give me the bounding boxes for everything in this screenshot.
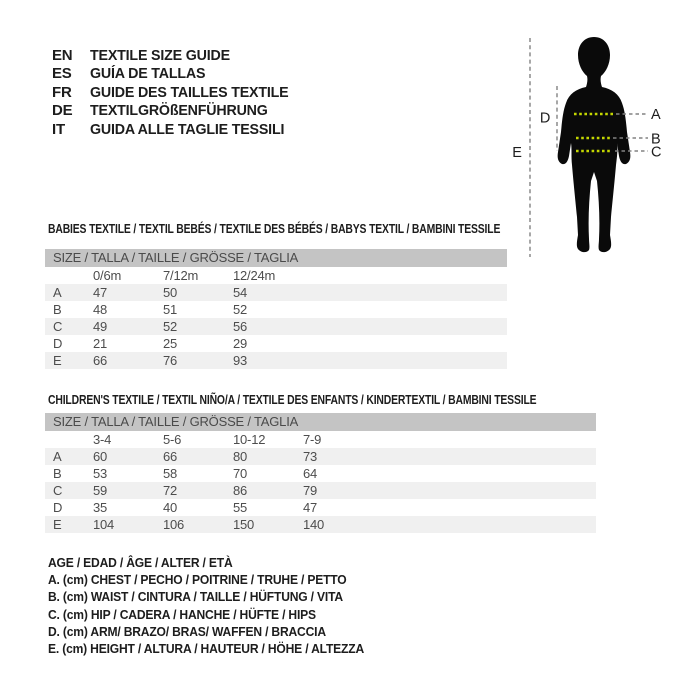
legend-item-arm: D. (cm) ARM/ BRAZO/ BRAS/ WAFFEN / BRACCIA xyxy=(48,623,326,639)
children-size-table xyxy=(45,413,596,533)
cell-value: 64 xyxy=(303,466,318,481)
diagram-label-d: D xyxy=(539,110,551,127)
cell-value: 53 xyxy=(93,466,108,481)
row-label: C xyxy=(53,483,63,498)
cell-value: 73 xyxy=(303,449,318,464)
legend-age-line: AGE / EDAD / ÂGE / ALTER / ETÀ xyxy=(48,555,233,570)
cell-value: 29 xyxy=(233,336,248,351)
row-label: A xyxy=(53,285,62,300)
cell-value: 56 xyxy=(233,319,248,334)
cell-value: 140 xyxy=(303,517,325,532)
language-row xyxy=(52,102,299,121)
row-label: D xyxy=(53,500,63,515)
row-label: E xyxy=(53,353,62,368)
children-age-row xyxy=(45,431,596,448)
child-silhouette-icon xyxy=(558,37,631,252)
cell-value: 79 xyxy=(303,483,318,498)
age-column: 3-4 xyxy=(93,432,112,447)
language-row xyxy=(52,83,299,102)
age-row-spacer xyxy=(45,267,93,284)
cell-value: 35 xyxy=(93,500,108,515)
cell-value: 51 xyxy=(163,302,178,317)
cell-value: 66 xyxy=(163,449,178,464)
cell-value: 150 xyxy=(233,517,255,532)
children-section-heading: CHILDREN'S TEXTILE / TEXTIL NIÑO/A / TEXTILE DES ENFANTS / KINDERTEXTIL / BAMBINI TESSILE xyxy=(48,392,537,407)
row-label: E xyxy=(53,517,62,532)
cell-value: 93 xyxy=(233,353,248,368)
language-code: DE xyxy=(52,102,73,120)
language-title: GUÍA DE TALLAS xyxy=(90,65,206,83)
cell-value: 52 xyxy=(233,302,248,317)
diagram-label-e: E xyxy=(512,145,522,161)
language-code: IT xyxy=(52,120,65,138)
cell-value: 106 xyxy=(163,517,185,532)
row-label: A xyxy=(53,449,62,464)
row-label: D xyxy=(53,336,63,351)
diagram-label-c: C xyxy=(651,144,662,161)
language-title: GUIDE DES TAILLES TEXTILE xyxy=(90,83,289,101)
measurement-diagram xyxy=(500,25,680,270)
cell-value: 58 xyxy=(163,466,178,481)
table-row xyxy=(45,335,507,352)
babies-size-header-bar: SIZE / TALLA / TAILLE / GRÖSSE / TAGLIA xyxy=(45,249,507,267)
language-title: GUIDA ALLE TAGLIE TESSILI xyxy=(90,120,285,138)
age-column: 5-6 xyxy=(163,432,182,447)
age-column: 10-12 xyxy=(233,432,266,447)
table-row xyxy=(45,516,596,533)
cell-value: 70 xyxy=(233,466,248,481)
cell-value: 59 xyxy=(93,483,108,498)
legend-item-chest: A. (cm) CHEST / PECHO / POITRINE / TRUHE / PETTO xyxy=(48,572,347,588)
age-column: 7-9 xyxy=(303,432,322,447)
table-row xyxy=(45,284,507,301)
children-size-header-bar: SIZE / TALLA / TAILLE / GRÖSSE / TAGLIA xyxy=(45,413,596,431)
table-row xyxy=(45,482,596,499)
row-label: B xyxy=(53,466,62,481)
row-label: B xyxy=(53,302,62,317)
cell-value: 55 xyxy=(233,500,248,515)
language-row xyxy=(52,65,299,84)
table-row xyxy=(45,301,507,318)
cell-value: 50 xyxy=(163,285,178,300)
cell-value: 40 xyxy=(163,500,178,515)
language-code: EN xyxy=(52,46,73,64)
cell-value: 54 xyxy=(233,285,248,300)
age-column: 12/24m xyxy=(233,268,276,283)
table-row xyxy=(45,352,507,369)
language-title: TEXTILGRÖßENFÜHRUNG xyxy=(90,102,268,120)
cell-value: 48 xyxy=(93,302,108,317)
diagram-label-b: B xyxy=(651,131,661,148)
legend-item-hip: C. (cm) HIP / CADERA / HANCHE / HÜFTE / HIPS xyxy=(48,606,316,622)
cell-value: 104 xyxy=(93,517,115,532)
cell-value: 66 xyxy=(93,353,108,368)
cell-value: 86 xyxy=(233,483,248,498)
babies-age-row xyxy=(45,267,507,284)
babies-section-heading: BABIES TEXTILE / TEXTIL BEBÉS / TEXTILE DES BÉBÉS / BABYS TEXTIL / BAMBINI TESSILE xyxy=(48,221,501,236)
legend-item-height: E. (cm) HEIGHT / ALTURA / HAUTEUR / HÖHE / ALTEZZA xyxy=(48,640,365,656)
cell-value: 80 xyxy=(233,449,248,464)
table-row xyxy=(45,465,596,482)
language-row xyxy=(52,46,299,65)
cell-value: 52 xyxy=(163,319,178,334)
age-row-spacer xyxy=(45,431,93,448)
row-label: C xyxy=(53,319,63,334)
cell-value: 47 xyxy=(303,500,318,515)
cell-value: 49 xyxy=(93,319,108,334)
cell-value: 60 xyxy=(93,449,108,464)
measurement-legend xyxy=(48,554,388,657)
language-title: TEXTILE SIZE GUIDE xyxy=(90,46,230,64)
cell-value: 72 xyxy=(163,483,178,498)
language-title-list xyxy=(52,46,299,139)
cell-value: 47 xyxy=(93,285,108,300)
diagram-label-a: A xyxy=(651,107,661,123)
table-row xyxy=(45,448,596,465)
cell-value: 21 xyxy=(93,336,108,351)
cell-value: 76 xyxy=(163,353,178,368)
table-row xyxy=(45,318,507,335)
age-column: 0/6m xyxy=(93,268,122,283)
cell-value: 25 xyxy=(163,336,178,351)
language-row xyxy=(52,120,299,139)
age-column: 7/12m xyxy=(163,268,199,283)
table-row xyxy=(45,499,596,516)
babies-size-table xyxy=(45,249,507,369)
language-code: ES xyxy=(52,65,72,83)
language-code: FR xyxy=(52,83,72,101)
legend-item-waist: B. (cm) WAIST / CINTURA / TAILLE / HÜFTUNG / VITA xyxy=(48,589,343,605)
